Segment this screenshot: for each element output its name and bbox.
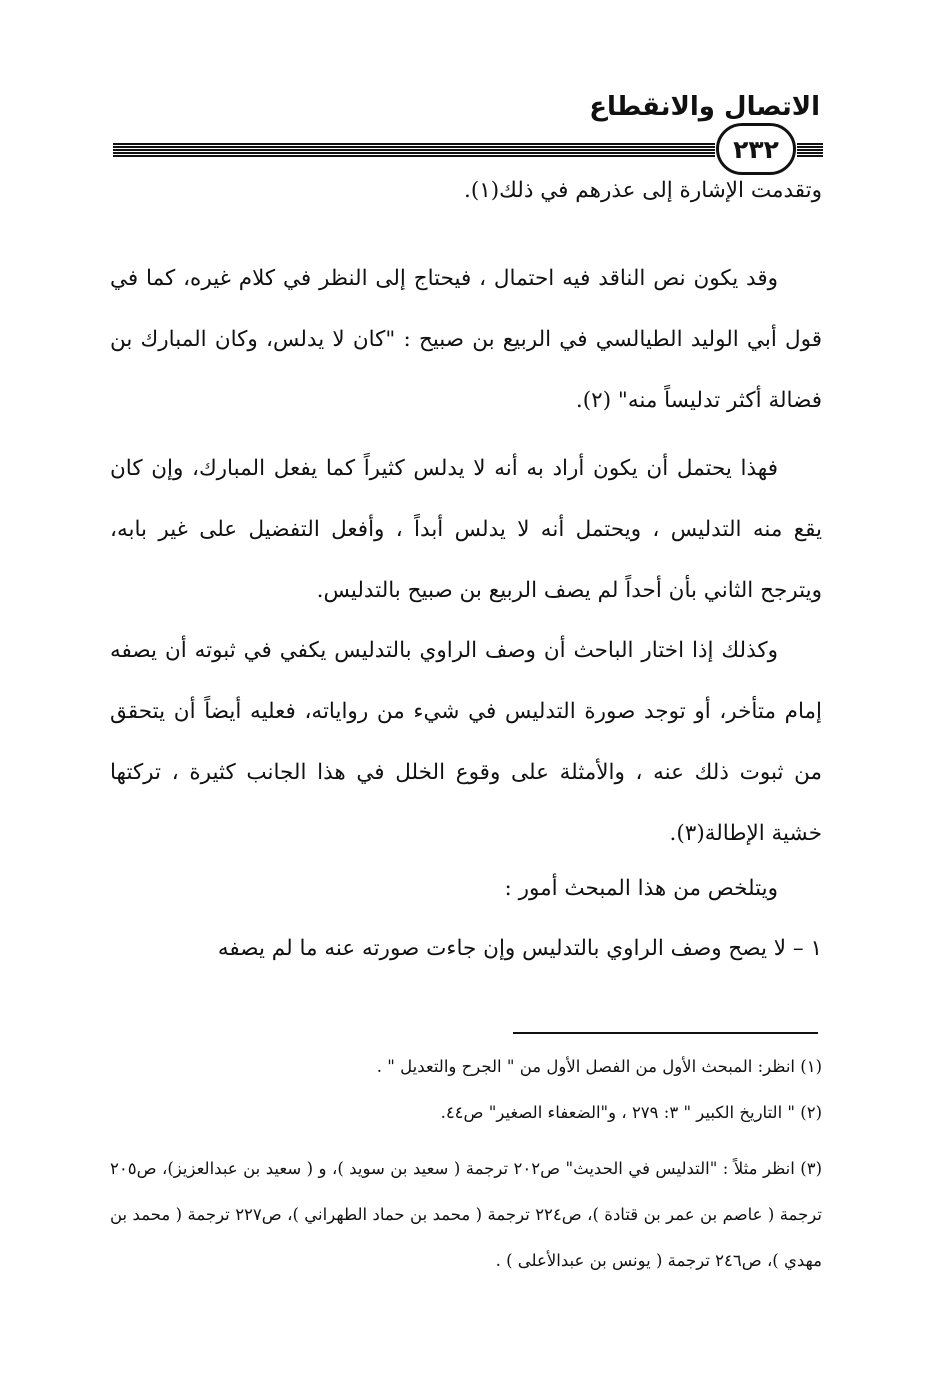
footnote-separator [513, 1032, 818, 1034]
paragraph-2: وقد يكون نص الناقد فيه احتمال ، فيحتاج إلى النظر في كلام غيره، كما في قول أبي الوليد الطيالسي في الربيع بن صبيح : "كان لا يدلس، وكان المبارك بن فضالة أكثر تدليساً منه" (٢). [110, 266, 822, 413]
header-rule-end [797, 143, 823, 157]
paragraph-4: وكذلك إذا اختار الباحث أن وصف الراوي بالتدليس يكفي في ثبوته أن يصفه إمام متأخر، أو توجد صورة التدليس في شيء من رواياته، فعليه أيضاً أن يتحقق من ثبوت ذلك عنه ، والأمثلة على وقوع الخلل في هذا الجانب كثيرة ، تركتها خشية الإطالة(٣). [110, 638, 822, 846]
paragraph-1: وتقدمت الإشارة إلى عذرهم في ذلك(١). [464, 178, 822, 203]
running-title: الاتصال والانقطاع [589, 92, 820, 122]
header-rule [113, 143, 715, 157]
paragraph-5: ويتلخص من هذا المبحث أمور : [504, 876, 778, 901]
paragraph-3: فهذا يحتمل أن يكون أراد به أنه لا يدلس كثيراً كما يفعل المبارك، وإن كان يقع منه التدليس ، ويحتمل أنه لا يدلس أبداً ، وأفعل التفضيل على غير بابه، ويترجح الثاني بأن أحداً لم يصف الربيع بن صبيح بالتدليس. [110, 456, 822, 603]
footnote-1: (١) انظر: المبحث الأول من الفصل الأول من " الجرح والتعديل " . [376, 1057, 822, 1076]
footnote-2: (٢) " التاريخ الكبير " ٣: ٢٧٩ ، و"الضعفاء الصغير" ص٤٤. [440, 1103, 822, 1122]
page-number: ٢٣٢ [716, 123, 796, 175]
paragraph-6: ١ – لا يصح وصف الراوي بالتدليس وإن جاءت صورته عنه ما لم يصفه [217, 936, 822, 961]
footnote-3: (٣) انظر مثلاً : "التدليس في الحديث" ص٢٠٢ ترجمة ( سعيد بن سويد )، و ( سعيد بن عبدالعزيز)، ص٢٠٥ ترجمة ( عاصم بن عمر بن قتادة )، ص٢٢٤ ترجمة ( محمد بن حماد الطهراني )، ص٢٢٧ ترجمة ( محمد بن مهدي )، ص٢٤٦ ترجمة ( يونس بن عبدالأعلى ) . [110, 1159, 823, 1270]
